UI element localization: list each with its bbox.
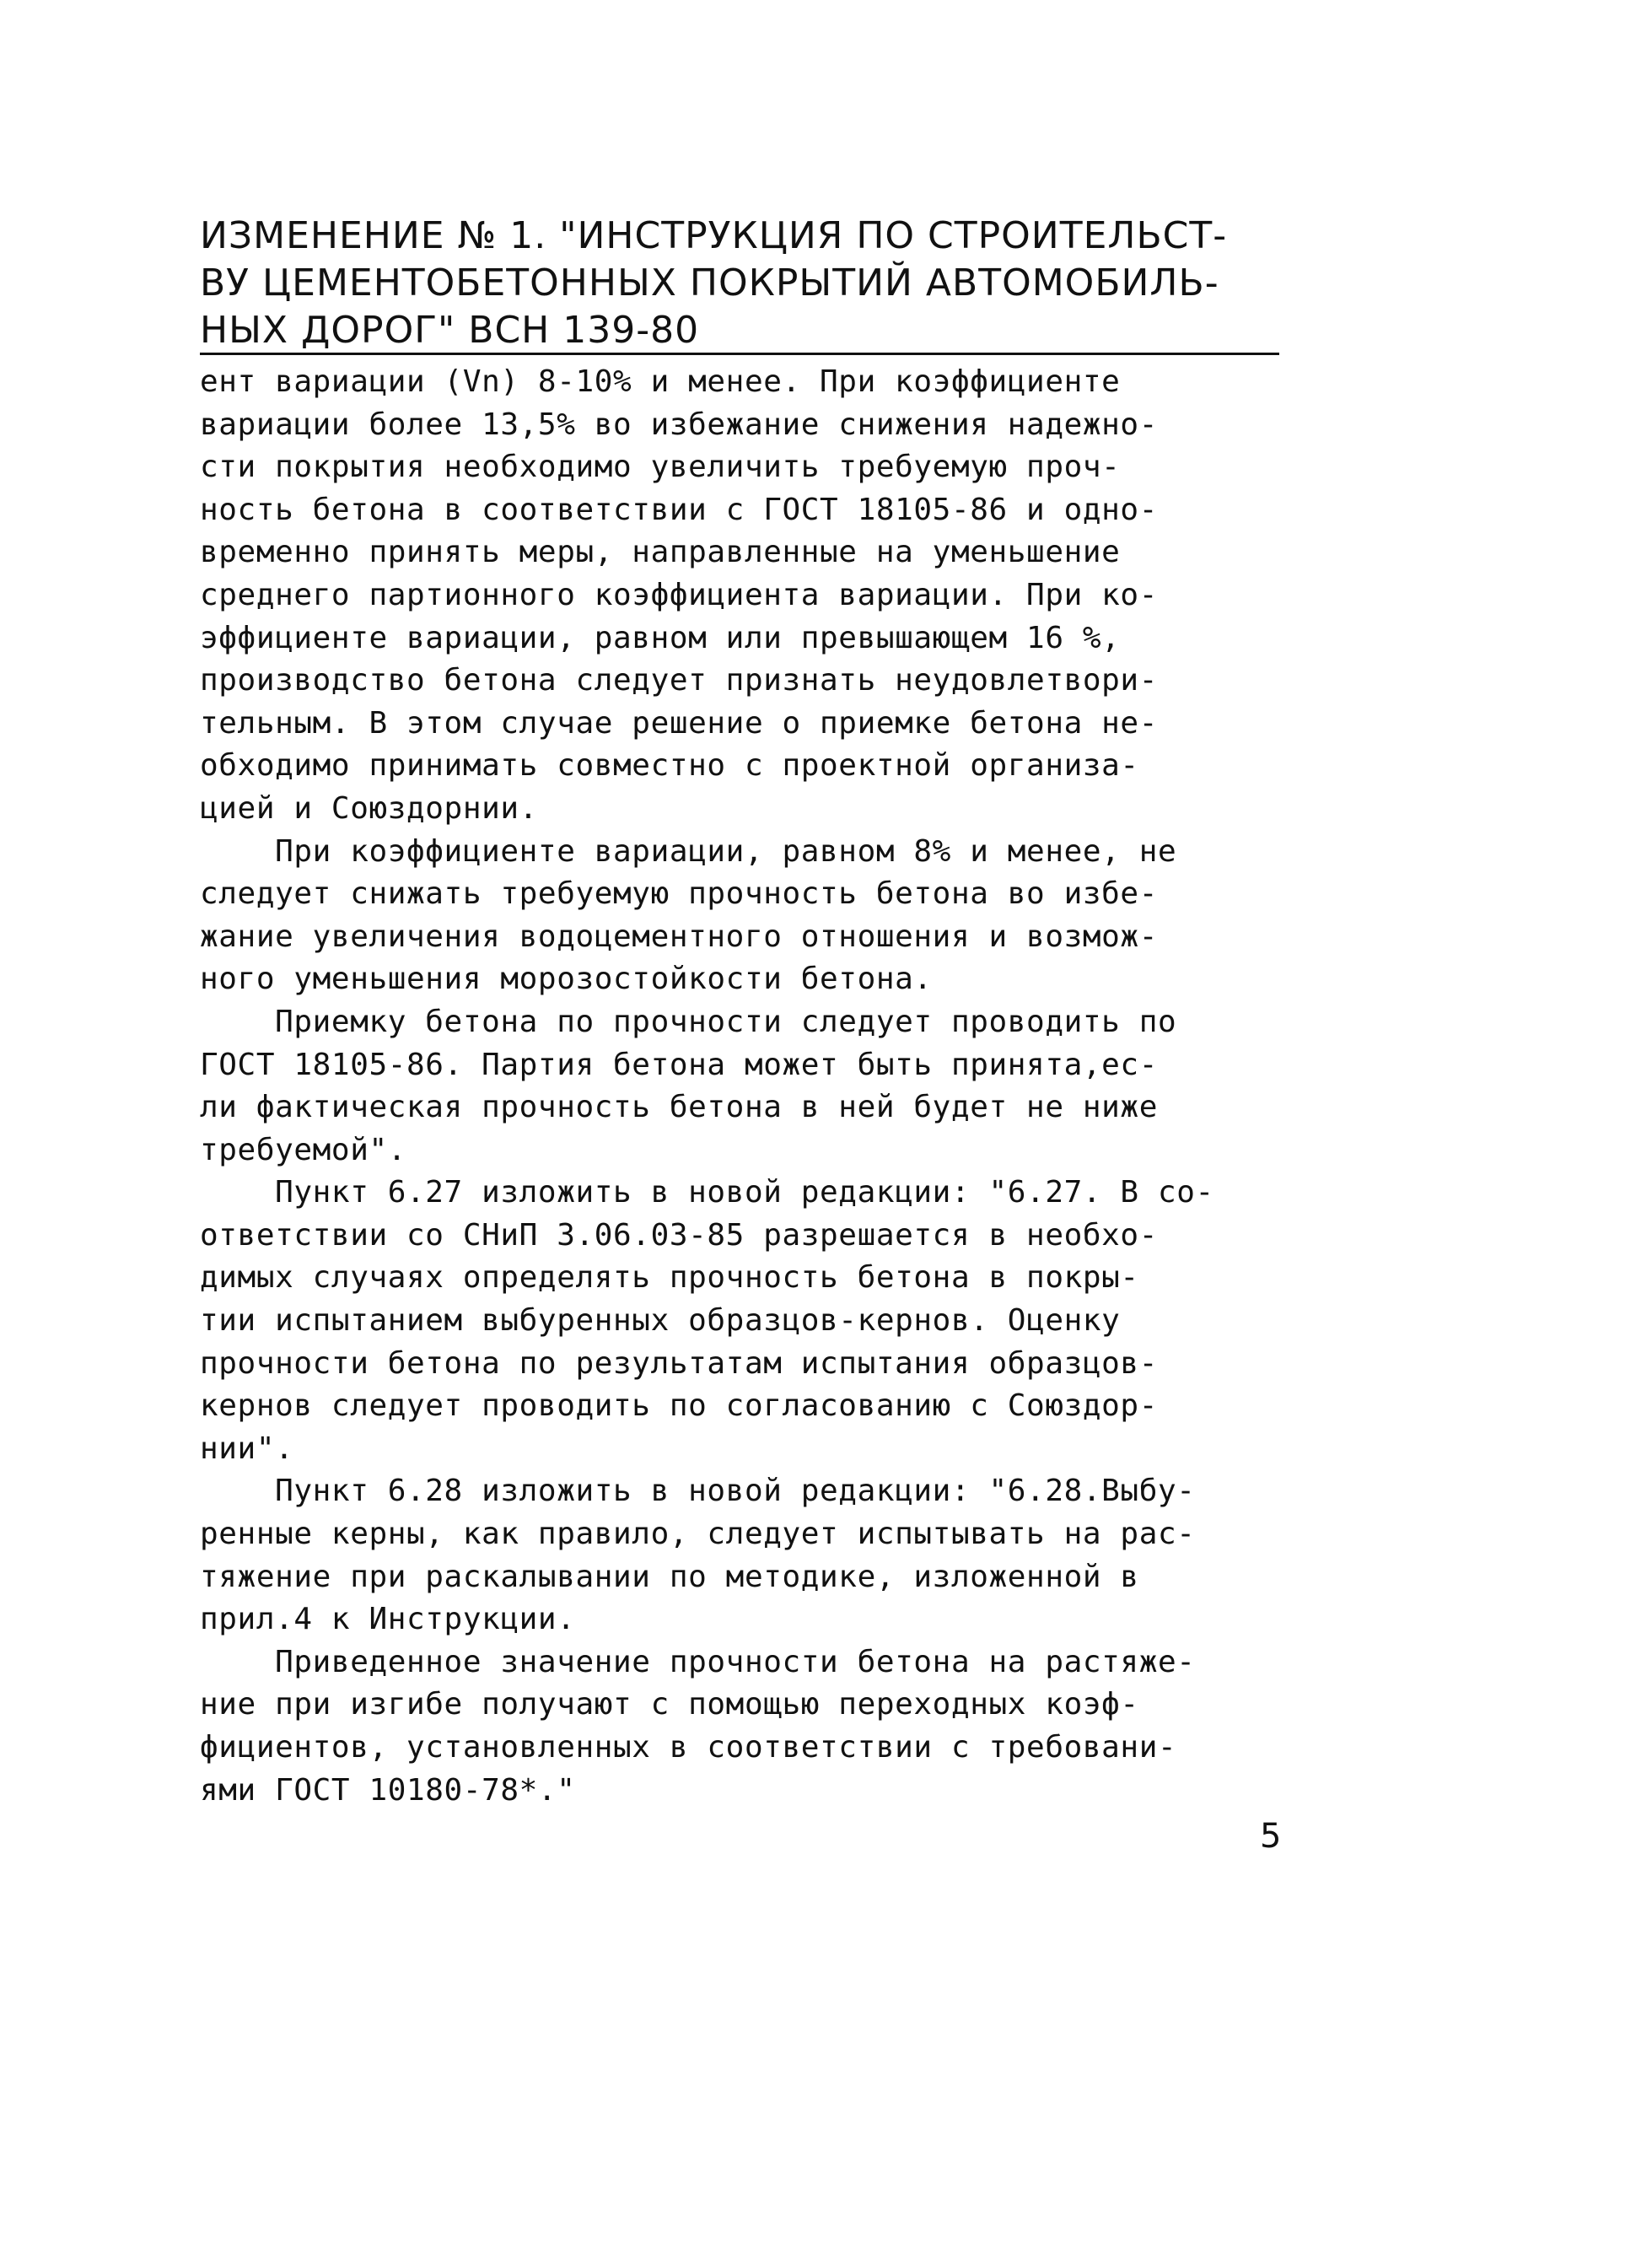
text-line: жание увеличения водоцементного отношения и возмож-	[200, 919, 1158, 954]
text-line: фициентов, установленных в соответствии с требовани-	[200, 1730, 1177, 1765]
text-line: ренные керны, как правило, следует испытывать на рас-	[200, 1517, 1196, 1552]
text-line: ГОСТ 18105-86. Партия бетона может быть принята,ес-	[200, 1047, 1158, 1082]
text-line: ями ГОСТ 10180-78*."	[200, 1772, 576, 1808]
text-line: При коэффициенте вариации, равном 8% и менее, не	[200, 833, 1177, 869]
text-line: эффициенте вариации, равном или превышающем 16 %,	[200, 620, 1121, 655]
text-line: прил.4 к Инструкции.	[200, 1602, 576, 1637]
text-line: ного уменьшения морозостойкости бетона.	[200, 962, 933, 997]
text-line: цией и Союздорнии.	[200, 790, 538, 826]
title-line: ИЗМЕНЕНИЕ № 1. "ИНСТРУКЦИЯ ПО СТРОИТЕЛЬСТ-	[200, 214, 1228, 257]
text-line: нии".	[200, 1431, 294, 1466]
text-line: Приведенное значение прочности бетона на растяже-	[200, 1644, 1196, 1679]
text-line: сти покрытия необходимо увеличить требуемую проч-	[200, 450, 1121, 485]
text-line: обходимо принимать совместно с проектной организа-	[200, 748, 1139, 784]
text-line: производство бетона следует признать неудовлетвори-	[200, 663, 1158, 698]
text-line: вариации более 13,5% во избежание снижения надежно-	[200, 407, 1158, 442]
text-line: Приемку бетона по прочности следует проводить по	[200, 1004, 1177, 1039]
text-line: ли фактическая прочность бетона в ней будет не ниже	[200, 1090, 1158, 1125]
title-line: ВУ ЦЕМЕНТОБЕТОННЫХ ПОКРЫТИЙ АВТОМОБИЛЬ-	[200, 261, 1219, 305]
text-line: прочности бетона по результатам испытания образцов-	[200, 1345, 1158, 1381]
text-line: Пункт 6.27 изложить в новой редакции: "6.27. В со-	[200, 1175, 1214, 1210]
text-line: временно принять меры, направленные на уменьшение	[200, 535, 1121, 570]
page-number: 5	[1260, 1817, 1282, 1856]
text-line: ответствии со СНиП 3.06.03-85 разрешается в необхо-	[200, 1217, 1158, 1253]
text-line: Пункт 6.28 изложить в новой редакции: "6.28.Выбу-	[200, 1474, 1196, 1509]
text-line: ент вариации (Vn) 8-10% и менее. При коэффициенте	[200, 364, 1121, 399]
text-line: ность бетона в соответствии с ГОСТ 18105-86 и одно-	[200, 492, 1158, 527]
text-line: кернов следует проводить по согласованию с Союздор-	[200, 1388, 1158, 1424]
body-text	[200, 361, 1288, 1812]
text-line: тии испытанием выбуренных образцов-кернов. Оценку	[200, 1303, 1121, 1339]
text-line: ние при изгибе получают с помощью переходных коэф-	[200, 1687, 1139, 1722]
text-line: димых случаях определять прочность бетона в покры-	[200, 1260, 1139, 1296]
text-line: тельным. В этом случае решение о приемке бетона не-	[200, 705, 1158, 741]
text-line: среднего партионного коэффициента вариации. При ко-	[200, 577, 1158, 612]
title-underline	[200, 353, 1279, 355]
amendment-title	[200, 213, 1279, 354]
text-line: тяжение при раскалывании по методике, изложенной в	[200, 1559, 1139, 1594]
text-line: требуемой".	[200, 1132, 407, 1167]
text-line: следует снижать требуемую прочность бетона во избе-	[200, 876, 1158, 912]
title-line: НЫХ ДОРОГ" ВСН 139-80	[200, 309, 700, 352]
